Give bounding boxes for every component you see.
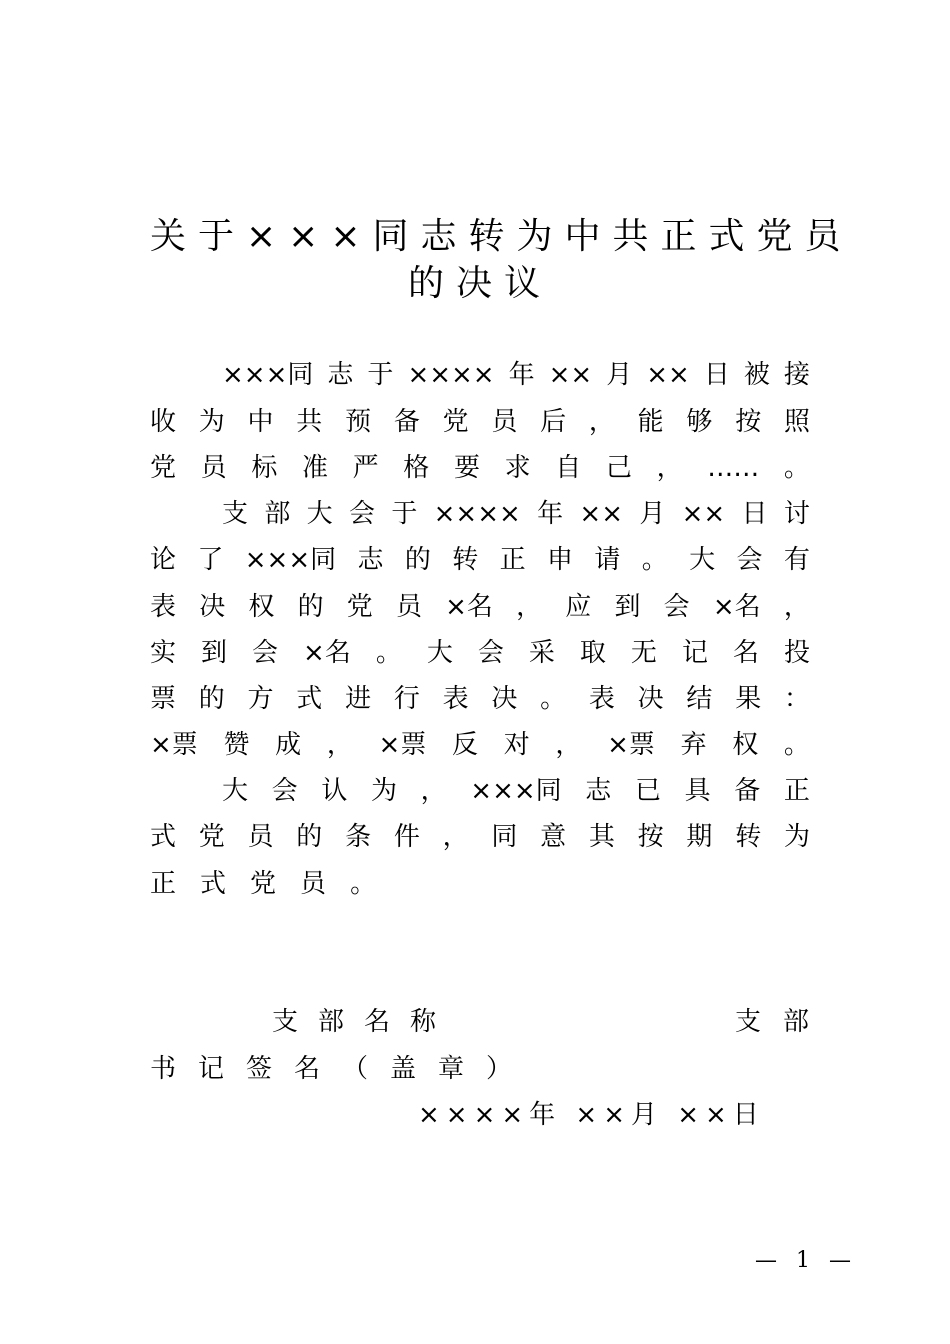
body-text-segment: 党 [250,869,277,899]
body-text-segment: 赞 [223,730,250,760]
body-text-segment: 为 [370,776,397,806]
body-text-segment: 志 [585,776,612,806]
body-text-segment: 申 [546,545,573,575]
body-text-segment: 部 [264,499,291,529]
body-text-segment: ×××同 [244,545,337,575]
body-text-segment: 志 [327,360,354,390]
body-text-segment: 期 [686,822,713,852]
branch-name-label: 支部名称 [272,1007,457,1037]
body-text-segment: 照 [783,407,810,437]
body-text-segment: 标 [251,453,278,483]
body-text-segment: 投 [783,638,810,668]
body-text-segment: 采 [528,638,555,668]
body-line-9 [150,722,810,768]
body-text-segment: 会 [477,638,504,668]
body-text-segment: 会 [252,638,279,668]
body-text-segment: ×票 [378,730,427,760]
body-text-segment: 条 [345,822,372,852]
body-text-segment: ×××同 [470,776,562,806]
body-text-segment: 表 [442,684,469,714]
body-text-segment: 。 [641,545,668,575]
body-text-segment: 具 [684,776,711,806]
body-text-segment: ×× [646,360,690,390]
body-text-segment: ×××× [407,360,495,390]
body-text-segment: ， [442,822,469,852]
body-text-segment: 备 [734,776,761,806]
body-text-segment: 反 [452,730,479,760]
body-text-segment: 论 [150,545,177,575]
body-text-segment: 党 [150,453,177,483]
body-text-segment: 求 [504,453,531,483]
body-text-segment: ， [588,407,615,437]
body-text-segment: ， [420,776,447,806]
body-text-segment: 件 [393,822,420,852]
body-text-segment: 已 [634,776,661,806]
body-text-segment: 为 [783,822,810,852]
body-text-segment: 。 [350,869,377,899]
body-text-segment: 决 [491,684,518,714]
body-text-segment: 表 [588,684,615,714]
body-text-segment: 式 [150,822,177,852]
body-text-segment: 正 [499,545,526,575]
body-line-3 [150,445,810,491]
body-text-segment: 名 [732,638,759,668]
body-text-segment: 的 [297,592,324,622]
body-text-segment: 年 [508,360,535,390]
document-title-line-1: 关于×××同志转为中共正式党员 [150,216,853,257]
body-text-segment: 员 [491,407,518,437]
body-text-segment: 讨 [783,499,810,529]
body-text-segment: 式 [296,684,323,714]
body-text-segment: 弃 [680,730,707,760]
body-text-segment: ×× [579,499,623,529]
body-text-segment: 正 [783,776,810,806]
body-text-segment: 权 [732,730,759,760]
body-text-segment: 大 [426,638,453,668]
body-text-segment: 同 [491,822,518,852]
body-text-segment: 决 [199,592,226,622]
body-text-segment: 收 [150,407,177,437]
body-text-segment: 年 [537,499,564,529]
decision-date: ××××年 ××月 ××日 [418,1100,765,1130]
body-text-segment: 员 [300,869,327,899]
page-number: — 1 — [755,1248,857,1273]
body-text-segment: 。 [375,638,402,668]
body-text-segment: ×票 [150,730,198,760]
body-text-segment: 严 [352,453,379,483]
body-text-segment: 中 [247,407,274,437]
body-text-segment: 转 [735,822,762,852]
branch-prefix-label: 支部 [735,1007,832,1037]
body-text-segment: 于 [391,499,418,529]
body-text-segment: 取 [579,638,606,668]
body-line-5 [150,537,810,583]
body-text-segment: 员 [395,592,422,622]
body-text-segment: 有 [783,545,810,575]
body-text-segment: ， [516,592,543,622]
body-text-segment: 决 [637,684,664,714]
body-text-segment: 表 [150,592,177,622]
body-text-segment: 志 [357,545,384,575]
body-text-segment: ×××× [433,499,521,529]
body-text-segment: 记 [681,638,708,668]
secretary-signature-label: 书记签名（盖章） [150,1054,535,1084]
body-text-segment: 大 [222,776,249,806]
body-text-segment: 支 [222,499,249,529]
body-text-segment: 月 [639,499,666,529]
body-text-segment: 成 [275,730,302,760]
body-text-segment: 于 [367,360,394,390]
body-text-segment: 够 [686,407,713,437]
body-text-segment: ×××同 [222,360,314,390]
body-text-segment: 月 [606,360,633,390]
document-title-line-2: 的决议 [407,263,552,304]
body-text-segment: 意 [540,822,567,852]
body-text-segment: 权 [248,592,275,622]
body-text-segment: …… [707,453,760,483]
body-text-segment: 党 [198,822,225,852]
body-text-segment: 会 [663,592,690,622]
body-line-7 [150,630,810,676]
body-text-segment: 按 [637,822,664,852]
body-text-segment: 对 [503,730,530,760]
body-text-segment: ×× [548,360,593,390]
body-text-segment: 会 [348,499,375,529]
body-text-segment: ×名 [445,592,493,622]
body-text-segment: 党 [442,407,469,437]
body-text-segment: ， [783,592,810,622]
body-text-segment: 无 [630,638,657,668]
body-text-segment: 能 [637,407,664,437]
body-text-segment: 。 [783,453,810,483]
body-text-segment: ×名 [303,638,351,668]
body-text-segment: 准 [301,453,328,483]
body-text-segment: 到 [614,592,641,622]
body-line-12 [150,861,810,907]
body-text-segment: ×× [681,499,726,529]
body-line-6 [150,584,810,630]
body-text-segment: ： [783,684,810,714]
body-text-segment: ×名 [712,592,761,622]
body-text-segment: 行 [393,684,420,714]
body-text-segment: 会 [271,776,298,806]
body-text-segment: 自 [555,453,582,483]
body-text-segment: ×票 [607,730,655,760]
body-text-segment: 要 [453,453,480,483]
body-text-segment: 到 [201,638,228,668]
body-text-segment: 后 [540,407,567,437]
body-text-segment: 预 [345,407,372,437]
body-text-segment: 了 [197,545,224,575]
body-text-segment: 式 [200,869,227,899]
body-text-segment: 认 [321,776,348,806]
body-text-segment: 转 [452,545,479,575]
body-text-segment: 己 [605,453,632,483]
body-text-segment: 备 [393,407,420,437]
body-text-segment: 大 [306,499,333,529]
body-text-segment: 请 [594,545,621,575]
body-text-segment: 方 [247,684,274,714]
body-text-segment: 被 [743,360,770,390]
body-text-segment: 会 [736,545,763,575]
body-text-segment: 的 [404,545,431,575]
body-text-segment: 接 [783,360,810,390]
body-text-segment: 进 [345,684,372,714]
body-text-segment: 果 [735,684,762,714]
body-text-segment: 的 [198,684,225,714]
body-text-segment: 格 [403,453,430,483]
body-text-segment: 日 [741,499,768,529]
body-line-4 [222,491,810,537]
body-text-segment: 实 [150,638,177,668]
body-text-segment: ， [656,453,683,483]
body-text-segment: 其 [588,822,615,852]
body-text-segment: 党 [346,592,373,622]
body-line-10 [222,768,810,814]
body-text-segment: 共 [296,407,323,437]
body-text-segment: 应 [565,592,592,622]
body-line-2 [150,399,810,445]
body-text-segment: 员 [247,822,274,852]
body-text-segment: 结 [686,684,713,714]
body-line-11 [150,814,810,860]
body-text-segment: 为 [198,407,225,437]
body-text-segment: 员 [200,453,227,483]
body-text-segment: ， [326,730,353,760]
body-text-segment: ， [555,730,582,760]
body-text-segment: 的 [296,822,323,852]
body-text-segment: 正 [150,869,177,899]
body-text-segment: 大 [689,545,716,575]
body-line-1 [222,352,810,398]
body-text-segment: 票 [150,684,177,714]
body-line-8 [150,676,810,722]
body-text-segment: 日 [703,360,730,390]
body-text-segment: 按 [735,407,762,437]
body-text-segment: 。 [540,684,567,714]
body-text-segment: 。 [783,730,810,760]
